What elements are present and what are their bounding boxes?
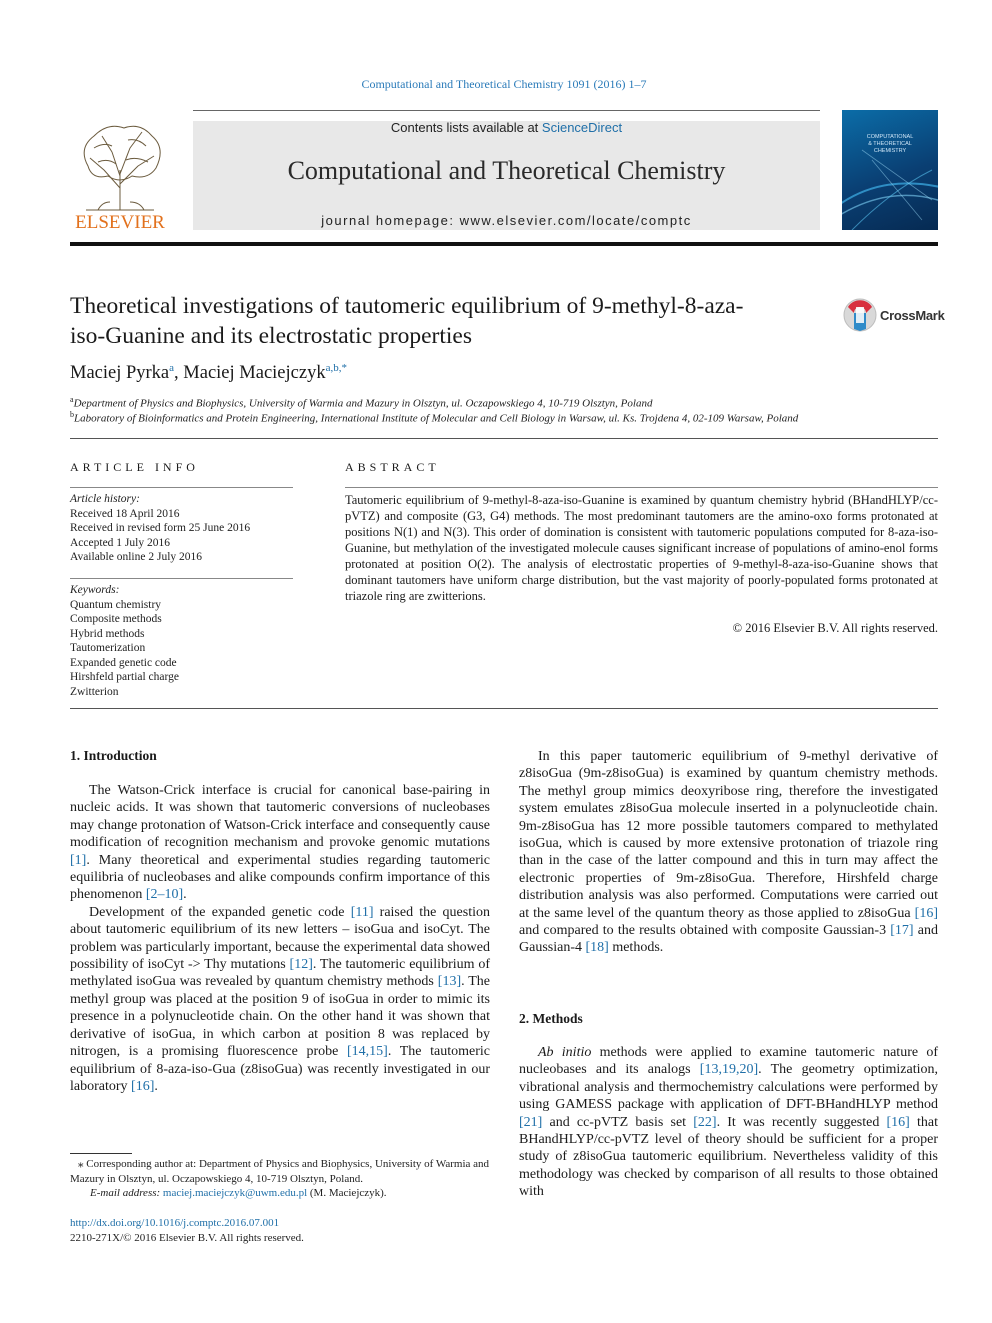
abstract-text: Tautomeric equilibrium of 9-methyl-8-aza-iso-Guanine is examined by quantum chemistry hybrid (BHandHLYP/cc-pVTZ) and composite (G3, G4) methods. The most predominant tautomers are the amino-oxo forms protonated at positions N(1) and N(3). This order of domination is consistent with tautomeric populations computed for 8-aza-iso-Guanine, but methylation of the investigated molecule causes significant increase of populations of amino-enol forms protonated at position O(2). The analysis of electrostatic properties of 9-methyl-8-aza-iso-Guanine shows that dominant tautomers have uniform charge distribution, but the vast majority of poorly-populated forms protonated at triazole ring are zwitterions. <box>345 493 938 603</box>
abstract-rule <box>345 487 938 488</box>
abstract-copyright: © 2016 Elsevier B.V. All rights reserved. <box>732 621 938 635</box>
cover-title <box>842 134 938 155</box>
affiliation-b <box>70 410 798 425</box>
citation-link[interactable]: [1] <box>70 852 87 868</box>
methods-body <box>519 1044 938 1201</box>
header-top-rule <box>193 110 820 111</box>
citation-link[interactable]: [2–10] <box>145 887 184 903</box>
article-title-line-1: Theoretical investigations of tautomeric equilibrium of 9-methyl-8-aza- <box>70 293 744 319</box>
citation-link[interactable]: [21] <box>519 1114 543 1130</box>
paragraph: The Watson-Crick interface is crucial for canonical base-pairing in nucleic acids. It was shown that tautomeric conversions of nucleobases may change protonation of Watson-Crick interface and consequently cause modification of recognition mechanism and provoke genomic mutations [1]. Many theoretical and experimental studies regarding tautomeric equilibria of nucleobases and alike compounds confirm importance of this phenomenon [2–10]. <box>70 783 490 903</box>
email-link[interactable]: maciej.maciejczyk@uwm.edu.pl <box>162 1187 308 1199</box>
citation-link[interactable]: [16] <box>914 905 938 921</box>
author-name: Maciej Pyrka <box>70 363 170 384</box>
article-info-rule <box>70 487 293 488</box>
article-title <box>70 291 830 351</box>
article-history-label: Article history: <box>70 493 140 505</box>
article-info-heading: ARTICLE INFO <box>70 460 199 474</box>
keywords-rule <box>70 578 293 579</box>
journal-title: Computational and Theoretical Chemistry <box>287 156 726 185</box>
methods-heading: 2. Methods <box>519 1011 583 1026</box>
keywords-label: Keywords: <box>70 584 120 596</box>
right-column-body <box>519 748 938 957</box>
citation-link[interactable]: [18] <box>585 940 609 956</box>
author-list: Maciej Pyrka$^a$, Maciej Maciejczyk$^{a,b,*}$ <box>70 362 347 384</box>
homepage-label: journal homepage: <box>321 213 460 228</box>
paragraph: Ab initio methods were applied to examine tautomeric nature of nucleobases and its analogs [13,19,20]. The geometry optimization, vibrational analysis and thermochemistry calculations were performed by using GAMESS package with application of DFT-BHandHLYP method [21] and cc-pVTZ basis set [22]. It was recently suggested [16] that BHandHLYP/cc-pVTZ level of theory should be sufficient for a proper study of z8isoGua tautomeric equilibrium. Nevertheless validity of this methodology was checked by comparison of all results to those obtained with <box>519 1045 939 1200</box>
keyword: Tautomerization <box>70 642 146 654</box>
article-title-line-2: iso-Guanine and its electrostatic properties <box>70 323 472 349</box>
homepage-url[interactable]: www.elsevier.com/locate/comptc <box>459 213 692 228</box>
corresponding-author-note: ⁎ Corresponding author at: Department of Physics and Biophysics, University of Warmia and Mazury in Olsztyn, ul. Oczapowskiego 4, 10-719 Olsztyn, Poland. <box>70 1158 490 1185</box>
email-line: E-mail address: maciej.maciejczyk@uwm.edu.pl (M. Maciejczyk). <box>90 1187 387 1199</box>
contents-line <box>193 120 820 135</box>
keyword: Zwitterion <box>70 685 119 698</box>
affiliation-rule <box>70 438 938 439</box>
journal-homepage <box>193 213 820 228</box>
affiliation-a-mark: a <box>70 395 74 404</box>
keyword: Composite methods <box>70 613 162 625</box>
journal-cover-image[interactable] <box>842 110 938 230</box>
corresponding-author-mark[interactable]: * <box>341 362 347 374</box>
affiliation-b-text: Laboratory of Bioinformatics and Protein Engineering, International Institute of Molecular and Cell Biology in Warsaw, ul. Ks. Trojdena 4, 02-109 Warsaw, Poland <box>74 412 799 425</box>
keyword: Expanded genetic code <box>70 656 177 669</box>
crossmark-label[interactable]: CrossMark <box>880 308 945 323</box>
keywords-list <box>70 583 293 699</box>
author-name: Maciej Maciejczyk <box>183 363 326 384</box>
keyword: Hirshfeld partial charge <box>70 671 179 683</box>
doi-block <box>70 1216 304 1245</box>
citation-link[interactable]: [22] <box>693 1114 717 1130</box>
date-revised: Received in revised form 25 June 2016 <box>70 522 251 534</box>
affiliation-mark[interactable]: a <box>169 362 175 374</box>
citation-link[interactable]: [14,15] <box>347 1044 388 1060</box>
affiliation-mark[interactable]: a,b, <box>325 362 342 374</box>
affiliation-b-mark: b <box>70 410 74 419</box>
cover-title-line: COMPUTATIONAL <box>866 134 914 140</box>
elsevier-tree-logo <box>68 118 173 230</box>
citation-link[interactable]: [12] <box>289 957 313 973</box>
abstract-bottom-rule <box>70 708 938 709</box>
footnote-rule <box>70 1153 132 1154</box>
date-accepted: Accepted 1 July 2016 <box>70 536 170 549</box>
cover-art <box>842 110 938 230</box>
contents-prefix: Contents lists available at <box>390 120 542 135</box>
doi-link[interactable]: http://dx.doi.org/10.1016/j.comptc.2016.07.001 <box>70 1217 280 1229</box>
article-history <box>70 492 293 565</box>
paragraph: Development of the expanded genetic code [11] raised the question about tautomeric equilibrium of its new letters – isoGua and isoCyt. The problem was particularly important, because the experimental data showed possibility of isoCyt -> Thy mutations [12]. The tautomeric equilibrium of methylated isoGua was revealed by quantum chemistry methods [13]. The methyl group was placed at the position 9 of isoGua in order to mimic its presence in a polynucleotide chain. On the other hand it was shown that derivative of isoGua, in which carbon at position 8 was replaced by nitrogen, is a promising fluorescence probe [14,15]. The tautomeric equilibrium of 8-aza-iso-Gua (z8isoGua) was recently investigated in our laboratory [16]. <box>70 904 491 1094</box>
header-thick-rule <box>70 242 938 246</box>
keyword: Hybrid methods <box>70 627 145 640</box>
citation-link[interactable]: [13] <box>437 974 462 990</box>
paragraph: In this paper tautomeric equilibrium of 9-methyl derivative of z8isoGua (9m-z8isoGua) is examined by quantum chemistry methods. The methyl group mimics deoxyribose ring, therefore the investigated system emulates z8isoGua molecule inserted in a polynucleotide chain. 9m-z8isoGua has 12 more possible tautomers compared to methylated isoGua, which is caused by more extensive protonation of triazole ring than in the case of the latter compound and this in turn may affect the electronic properties of 9m-z8isoGua. Therefore, Hirshfeld charge distribution analysis was also performed. Computations were carried out at the same level of the quantum theory as those applied to z8isoGua [16] and compared to the results obtained with composite Gaussian-3 [17] and Gaussian-4 [18] methods. <box>519 749 938 956</box>
citation-link[interactable]: [17] <box>890 923 914 939</box>
corresponding-footnote <box>70 1157 490 1201</box>
citation-link[interactable]: [16] <box>131 1078 155 1094</box>
introduction-body <box>70 782 490 1095</box>
date-online: Available online 2 July 2016 <box>70 551 203 563</box>
introduction-heading: 1. Introduction <box>70 748 157 763</box>
sciencedirect-link[interactable]: ScienceDirect <box>541 120 623 135</box>
journal-reference[interactable]: Computational and Theoretical Chemistry 1091 (2016) 1–7 <box>361 77 647 91</box>
issn-line: 2210-271X/© 2016 Elsevier B.V. All rights reserved. <box>70 1231 304 1244</box>
citation-link[interactable]: [16] <box>886 1114 910 1130</box>
abstract-heading: ABSTRACT <box>345 460 440 474</box>
date-received: Received 18 April 2016 <box>70 507 180 520</box>
cover-title-line: CHEMISTRY <box>873 148 907 154</box>
elsevier-wordmark: ELSEVIER <box>75 212 165 230</box>
affiliation-a <box>70 395 652 410</box>
affiliation-a-text: Department of Physics and Biophysics, University of Warmia and Mazury in Olsztyn, ul. Oczapowskiego 4, 10-719 Olsztyn, Poland <box>73 397 653 410</box>
keyword: Quantum chemistry <box>70 598 162 611</box>
citation-link[interactable]: [13,19,20] <box>699 1062 759 1078</box>
cover-title-line: & THEORETICAL <box>868 141 912 147</box>
citation-link[interactable]: [11] <box>350 904 374 920</box>
